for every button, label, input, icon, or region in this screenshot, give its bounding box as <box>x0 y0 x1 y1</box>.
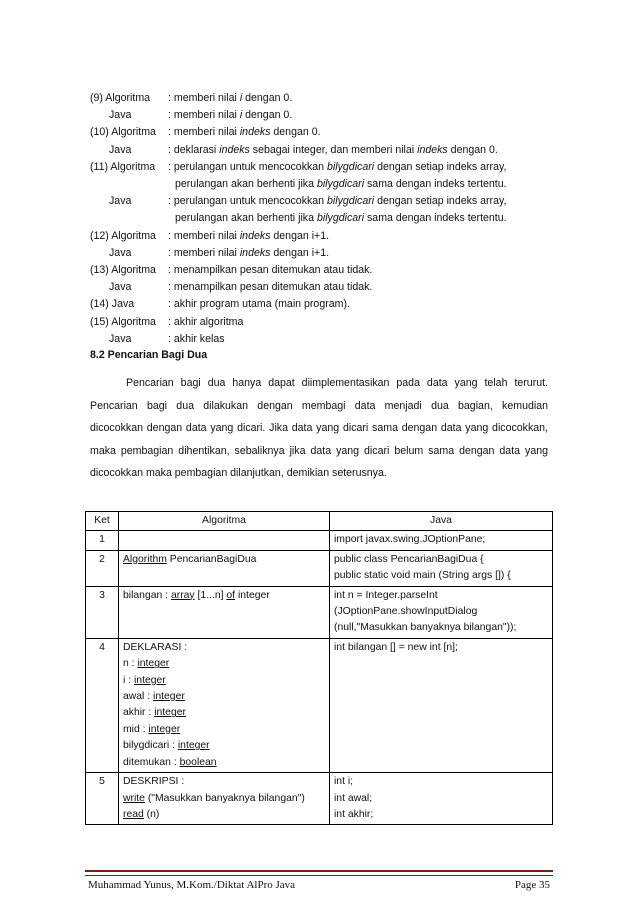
explanation-text <box>168 296 560 313</box>
italic-term: bilygdicari <box>327 160 375 173</box>
algoritma-line <box>123 656 325 672</box>
body-paragraph <box>90 372 548 485</box>
text-run: : perulangan untuk mencocokkan <box>168 160 328 173</box>
underlined-keyword: integer <box>154 707 186 719</box>
algoritma-line <box>123 705 325 721</box>
text-run: DESKRIPSI : <box>123 776 185 788</box>
underlined-keyword: Algorithm <box>123 553 167 565</box>
explanation-label: Java <box>109 332 132 345</box>
explanation-label: (11) Algoritma <box>90 160 156 173</box>
java-line: int awal; <box>334 792 373 804</box>
explanation-text <box>168 142 560 159</box>
text-run: dengan setiap indeks array, <box>374 195 507 208</box>
text-run: n : <box>123 658 138 670</box>
algoritma-line <box>123 755 325 771</box>
explanation-row <box>90 314 560 331</box>
header-java: Java <box>330 512 553 531</box>
java-line: int bilangan [] = new int [n]; <box>334 641 458 653</box>
paragraph-line: maka pembagian dihentikan, sebaliknya jika data yang dicari belum sama dengan data yang <box>90 444 548 457</box>
explanation-row <box>90 245 560 262</box>
text-run: mid : <box>123 723 149 735</box>
text-run: sama dengan indeks tertentu. <box>364 212 507 225</box>
text-run: sebagai integer, dan memberi nilai <box>249 143 418 156</box>
text-run: integer <box>235 589 270 601</box>
cell-ket: 4 <box>86 638 119 772</box>
explanation-row <box>90 296 560 313</box>
text-run: akhir : <box>123 707 155 719</box>
explanation-text <box>168 193 560 210</box>
text-run: DEKLARASI : <box>123 641 188 653</box>
java-line: import javax.swing.JOptionPane; <box>334 534 486 546</box>
cell-java <box>330 773 553 825</box>
explanation-row <box>90 142 560 159</box>
explanation-label: Java <box>109 143 132 156</box>
paragraph-line: Pencarian bagi dua hanya dapat diimplementasikan pada data yang telah terurut. <box>126 377 548 389</box>
java-line: (JOptionPane.showInputDialog <box>334 606 478 618</box>
cell-ket: 2 <box>86 550 119 586</box>
text-run: : akhir program utama (main program). <box>168 298 350 311</box>
cell-algoritma <box>119 773 330 825</box>
footer-rule <box>85 870 553 876</box>
section-title: 8.2 Pencarian Bagi Dua <box>90 349 208 361</box>
algoritma-line <box>123 807 325 823</box>
cell-ket: 3 <box>86 586 119 638</box>
algoritma-line <box>123 588 325 604</box>
explanation-text <box>168 107 560 124</box>
cell-java <box>330 638 553 772</box>
page-number: Page 35 <box>514 879 550 891</box>
explanation-text <box>168 314 560 331</box>
text-run: : akhir algoritma <box>168 315 244 328</box>
text-run: : akhir kelas <box>168 332 225 345</box>
header-ket: Ket <box>86 512 119 531</box>
italic-term: bilygdicari <box>327 195 375 208</box>
explanation-label: (10) Algoritma <box>90 126 156 139</box>
table-row <box>86 531 553 550</box>
explanation-row <box>90 228 560 245</box>
table-row <box>86 638 553 772</box>
text-run: perulangan akan berhenti jika <box>175 178 317 191</box>
text-run: : memberi nilai <box>168 92 240 104</box>
text-run: dengan 0. <box>242 92 293 104</box>
text-run: : deklarasi <box>168 143 220 156</box>
explanation-continuation <box>90 210 560 227</box>
italic-term: i <box>239 109 243 122</box>
text-run: : memberi nilai <box>168 246 240 259</box>
explanation-text <box>168 228 560 245</box>
italic-term: bilygdicari <box>316 178 365 191</box>
explanation-row <box>90 331 560 348</box>
java-line: public class PencarianBagiDua { <box>334 553 484 565</box>
algoritma-line <box>123 673 325 689</box>
algoritma-line <box>123 640 325 656</box>
explanation-label: (9) Algoritma <box>90 92 151 104</box>
explanation-row <box>90 193 560 210</box>
underlined-keyword: integer <box>133 674 166 686</box>
explanation-text <box>168 159 560 176</box>
text-run: sama dengan indeks tertentu. <box>364 178 507 191</box>
explanation-text <box>168 262 560 279</box>
cell-algoritma <box>119 531 330 550</box>
java-line: int n = Integer.parseInt <box>334 589 438 601</box>
paragraph-line: Pencarian bagi dua dilakukan dengan membagi data menjadi dua bagian, kemudian <box>90 399 548 412</box>
text-run: bilygdicari : <box>123 740 178 752</box>
algoritma-line <box>123 689 325 705</box>
explanation-row <box>90 124 560 141</box>
cell-algoritma <box>119 638 330 772</box>
explanation-label: Java <box>109 109 132 122</box>
explanation-row <box>90 279 560 296</box>
underlined-keyword: read <box>123 808 144 820</box>
underlined-keyword: write <box>123 792 145 804</box>
cell-java <box>330 550 553 586</box>
underlined-keyword: of <box>226 589 236 601</box>
explanation-row <box>90 262 560 279</box>
java-line: int i; <box>334 776 354 788</box>
algoritma-line <box>123 552 325 568</box>
underlined-keyword: integer <box>148 723 181 735</box>
italic-term: indeks <box>239 246 271 259</box>
text-run: : menampilkan pesan ditemukan atau tidak. <box>168 264 373 277</box>
text-run: (n) <box>143 808 160 820</box>
explanation-list <box>90 90 560 348</box>
text-run: i : <box>123 674 134 686</box>
cell-ket: 5 <box>86 773 119 825</box>
cell-algoritma <box>119 586 330 638</box>
text-run: [1...n] <box>194 589 227 601</box>
text-run: ditemukan : <box>123 756 180 768</box>
table-row <box>86 586 553 638</box>
table-row <box>86 773 553 825</box>
text-run: dengan i+1. <box>270 246 330 259</box>
text-run: : memberi nilai <box>168 126 240 139</box>
footer-author: Muhammad Yunus, M.Kom./Diktat AlPro Java <box>88 879 296 891</box>
text-run: : memberi nilai <box>168 109 240 122</box>
java-line: int akhir; <box>334 808 374 820</box>
explanation-row <box>90 107 560 124</box>
explanation-label: Java <box>109 281 132 294</box>
algoritma-line <box>123 722 325 738</box>
italic-term: indeks <box>239 229 271 242</box>
text-run: awal : <box>123 691 154 703</box>
cell-ket: 1 <box>86 531 119 550</box>
explanation-text <box>168 124 560 141</box>
header-algoritma: Algoritma <box>119 512 330 531</box>
table-header-row <box>86 512 553 531</box>
text-run: dengan i+1. <box>270 229 330 242</box>
cell-algoritma <box>119 550 330 586</box>
algoritma-line <box>123 791 325 807</box>
comparison-table <box>85 511 553 825</box>
underlined-keyword: integer <box>177 740 210 752</box>
text-run: : menampilkan pesan ditemukan atau tidak. <box>168 281 373 294</box>
text-run: bilangan : <box>123 589 171 601</box>
text-run: perulangan akan berhenti jika <box>175 212 317 225</box>
italic-term: bilygdicari <box>316 212 365 225</box>
text-run: dengan 0. <box>242 109 293 122</box>
explanation-label: Java <box>109 195 132 208</box>
explanation-text <box>168 331 560 348</box>
italic-term: indeks <box>219 143 250 156</box>
explanation-label: (12) Algoritma <box>90 229 156 242</box>
explanation-continuation <box>90 176 560 193</box>
explanation-label: (13) Algoritma <box>90 264 156 277</box>
explanation-label: (15) Algoritma <box>90 315 156 328</box>
explanation-label: Java <box>109 246 132 259</box>
java-line: (null,"Masukkan banyaknya bilangan")); <box>334 622 517 634</box>
text-run: ("Masukkan banyaknya bilangan") <box>144 792 305 804</box>
explanation-row <box>90 90 560 107</box>
text-run: dengan setiap indeks array, <box>374 160 507 173</box>
cell-java <box>330 531 553 550</box>
explanation-row <box>90 159 560 176</box>
underlined-keyword: integer <box>137 658 170 670</box>
explanation-text <box>168 279 560 296</box>
underlined-keyword: integer <box>153 691 185 703</box>
italic-term: i <box>239 92 243 104</box>
explanation-text <box>168 245 560 262</box>
algoritma-line <box>123 774 325 790</box>
italic-term: indeks <box>417 143 448 156</box>
paragraph-line: dicocokkan dengan data yang dicari. Jika data yang dicari sama dengan data yang dicocokkan, <box>90 422 548 434</box>
explanation-label: (14) Java <box>90 298 135 311</box>
explanation-text <box>168 90 560 107</box>
text-run: PencarianBagiDua <box>166 553 257 565</box>
algoritma-line <box>123 738 325 754</box>
text-run: : perulangan untuk mencocokkan <box>168 195 328 208</box>
table-row <box>86 550 553 586</box>
paragraph-line: dicocokkan maka pembagian dilanjutkan, demikian seterusnya. <box>90 467 387 479</box>
underlined-keyword: array <box>170 589 195 601</box>
underlined-keyword: boolean <box>179 756 217 768</box>
cell-java <box>330 586 553 638</box>
text-run: dengan 0. <box>447 143 498 156</box>
italic-term: indeks <box>239 126 271 139</box>
java-line: public static void main (String args []) { <box>334 570 511 582</box>
text-run: dengan 0. <box>270 126 321 139</box>
text-run: : memberi nilai <box>168 229 240 242</box>
